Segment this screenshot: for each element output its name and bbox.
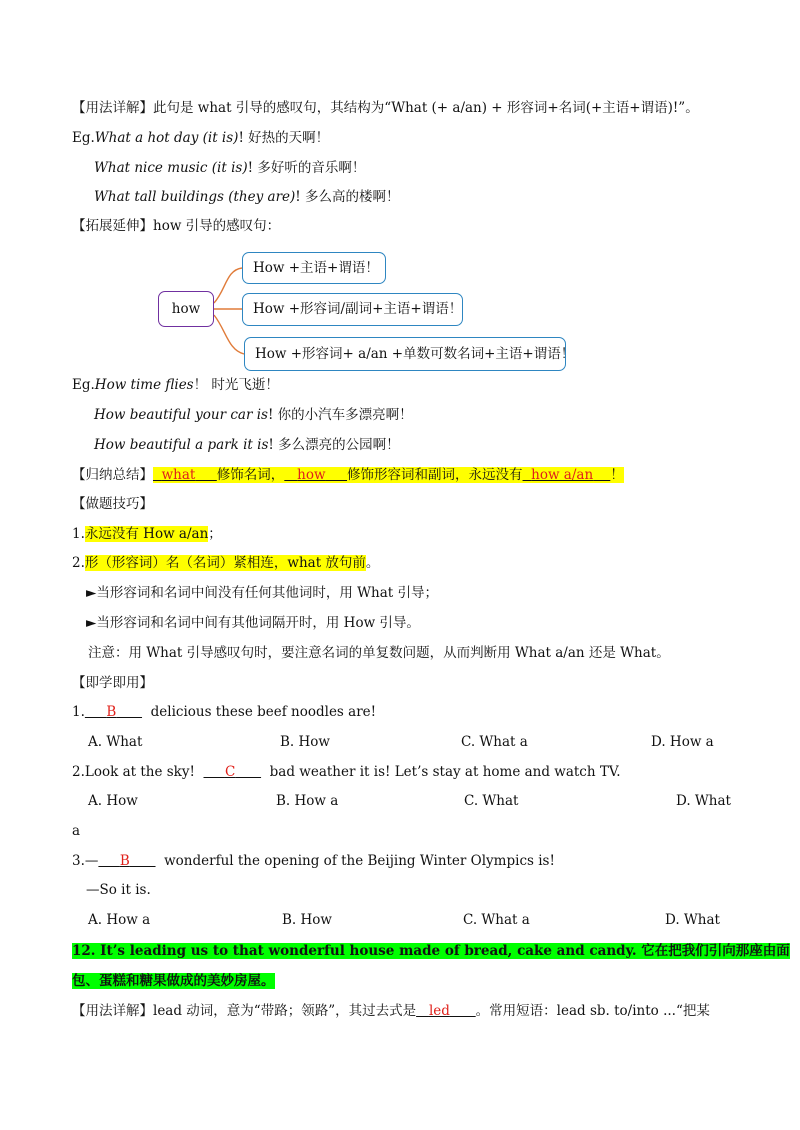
q2-option-c: C. What — [464, 793, 519, 809]
how-branch-1: How +主语+谓语！ — [242, 252, 386, 284]
sentence-12-line-1 — [72, 941, 790, 961]
q3-option-b: B. How — [282, 912, 332, 928]
summary-text-1: 修饰名词， — [216, 467, 285, 483]
tip-note: 注意：用 What 引导感叹句时，要注意名词的单复数问题，从而判断用 What a/an 还是 What。 — [88, 645, 670, 661]
summary-answer-3: how a/an — [531, 467, 594, 483]
summary-answer-2: how — [297, 467, 326, 483]
q1-option-c: C. What a — [461, 734, 528, 750]
extend-heading: 【拓展延伸】how 引导的感叹句： — [72, 218, 281, 234]
eg-label: Eg. — [72, 130, 95, 146]
sentence-12-line-2 — [72, 971, 275, 991]
question-3 — [72, 851, 555, 871]
example-zh: ! 多好听的音乐啊！ — [247, 160, 366, 176]
q3-option-d: D. What — [665, 912, 720, 928]
tip-1-text: 永远没有 How a/an — [84, 526, 209, 542]
summary-answer-1: what — [161, 467, 196, 483]
example-en: What tall buildings (they are) — [94, 189, 296, 205]
example-en: What a hot day (it is) — [94, 130, 239, 146]
summary-line — [72, 465, 624, 485]
question-3-reply: —So it is. — [86, 882, 151, 898]
question-2-prefix: 2.Look at the sky! — [72, 764, 195, 780]
lead-usage-prefix: 【用法详解】lead 动词，意为“带路；领路”，其过去式是 — [72, 1003, 417, 1019]
example-zh: ! 多么漂亮的公园啊！ — [268, 437, 400, 453]
how-root-node: how — [158, 291, 214, 327]
summary-heading: 【归纳总结】 — [72, 467, 153, 483]
sentence-12-highlight-2: 包、蛋糕和糖果做成的美妙房屋。 — [72, 973, 275, 989]
tip-1 — [72, 524, 222, 544]
practice-heading: 【即学即用】 — [72, 675, 153, 691]
q2-option-d-wrap: a — [72, 823, 81, 839]
example-zh: ! 多么高的楼啊！ — [295, 189, 400, 205]
tips-heading: 【做题技巧】 — [72, 496, 153, 512]
question-1-answer: B — [106, 704, 117, 720]
question-number: 3.— — [72, 853, 99, 869]
how-example-3 — [94, 435, 400, 455]
how-branch-3: How +形容词+ a/an +单数可数名词+主语+谓语！ — [244, 337, 566, 371]
tip-end: 。 — [365, 555, 380, 571]
lead-usage — [72, 1001, 710, 1021]
question-2-answer: C — [224, 764, 236, 780]
question-1-text: delicious these beef noodles are! — [150, 704, 377, 720]
q1-option-b: B. How — [280, 734, 330, 750]
example-en: How beautiful a park it is — [94, 437, 269, 453]
example-zh: ! 你的小汽车多漂亮啊！ — [267, 407, 413, 423]
q1-option-a: A. What — [88, 734, 143, 750]
tip-number: 1. — [72, 526, 85, 542]
example-zh: ！ 时光飞逝！ — [193, 377, 279, 393]
how-example-1 — [72, 375, 279, 395]
q2-option-d: D. What — [676, 793, 731, 809]
q3-option-c: C. What a — [463, 912, 530, 928]
question-3-answer: B — [119, 853, 130, 869]
summary-text-3: ！ — [610, 467, 624, 483]
summary-highlight — [153, 467, 624, 483]
lead-answer: led — [428, 1003, 450, 1019]
q1-option-d: D. How a — [651, 734, 714, 750]
tip-2-text: 形（形容词）名（名词）紧相连，what 放句前 — [84, 555, 366, 571]
eg-label: Eg. — [72, 377, 95, 393]
sentence-12-highlight-1: 12. It’s leading us to that wonderful house made of bread, cake and candy. 它在把我们引向那座由面 — [72, 943, 790, 959]
lead-usage-suffix: 。常用短语：lead sb. to/into ...“把某 — [475, 1003, 710, 1019]
q2-option-a: A. How — [88, 793, 138, 809]
how-example-2 — [94, 405, 413, 425]
q2-option-b: B. How a — [276, 793, 339, 809]
summary-text-2: 修饰形容词和副词，永远没有 — [347, 467, 523, 483]
tip-bullet-1: ►当形容词和名词中间没有任何其他词时，用 What 引导； — [86, 585, 439, 601]
question-2-text: bad weather it is! Let’s stay at home and watch TV. — [269, 764, 621, 780]
question-2 — [72, 762, 621, 782]
example-en: What nice music (it is) — [94, 160, 248, 176]
question-number: 1. — [72, 704, 85, 720]
example-en: How beautiful your car is — [94, 407, 268, 423]
question-3-text: wonderful the opening of the Beijing Winter Olympics is! — [164, 853, 555, 869]
connector-line-1 — [214, 268, 242, 303]
example-en: How time flies — [94, 377, 194, 393]
how-branch-2: How +形容词/副词+主语+谓语！ — [242, 293, 463, 326]
question-1 — [72, 702, 376, 722]
usage-explanation-what: 【用法详解】此句是 what 引导的感叹句，其结构为“What (+ a/an) + 形容词+名词(+主语+谓语)!”。 — [72, 100, 699, 116]
tip-number: 2. — [72, 555, 85, 571]
tip-end: ； — [208, 526, 222, 542]
connector-line-3 — [214, 315, 244, 354]
tip-bullet-2: ►当形容词和名词中间有其他词隔开时，用 How 引导。 — [86, 615, 420, 631]
example-zh: ! 好热的天啊！ — [238, 130, 330, 146]
tip-2 — [72, 553, 379, 573]
q3-option-a: A. How a — [88, 912, 151, 928]
